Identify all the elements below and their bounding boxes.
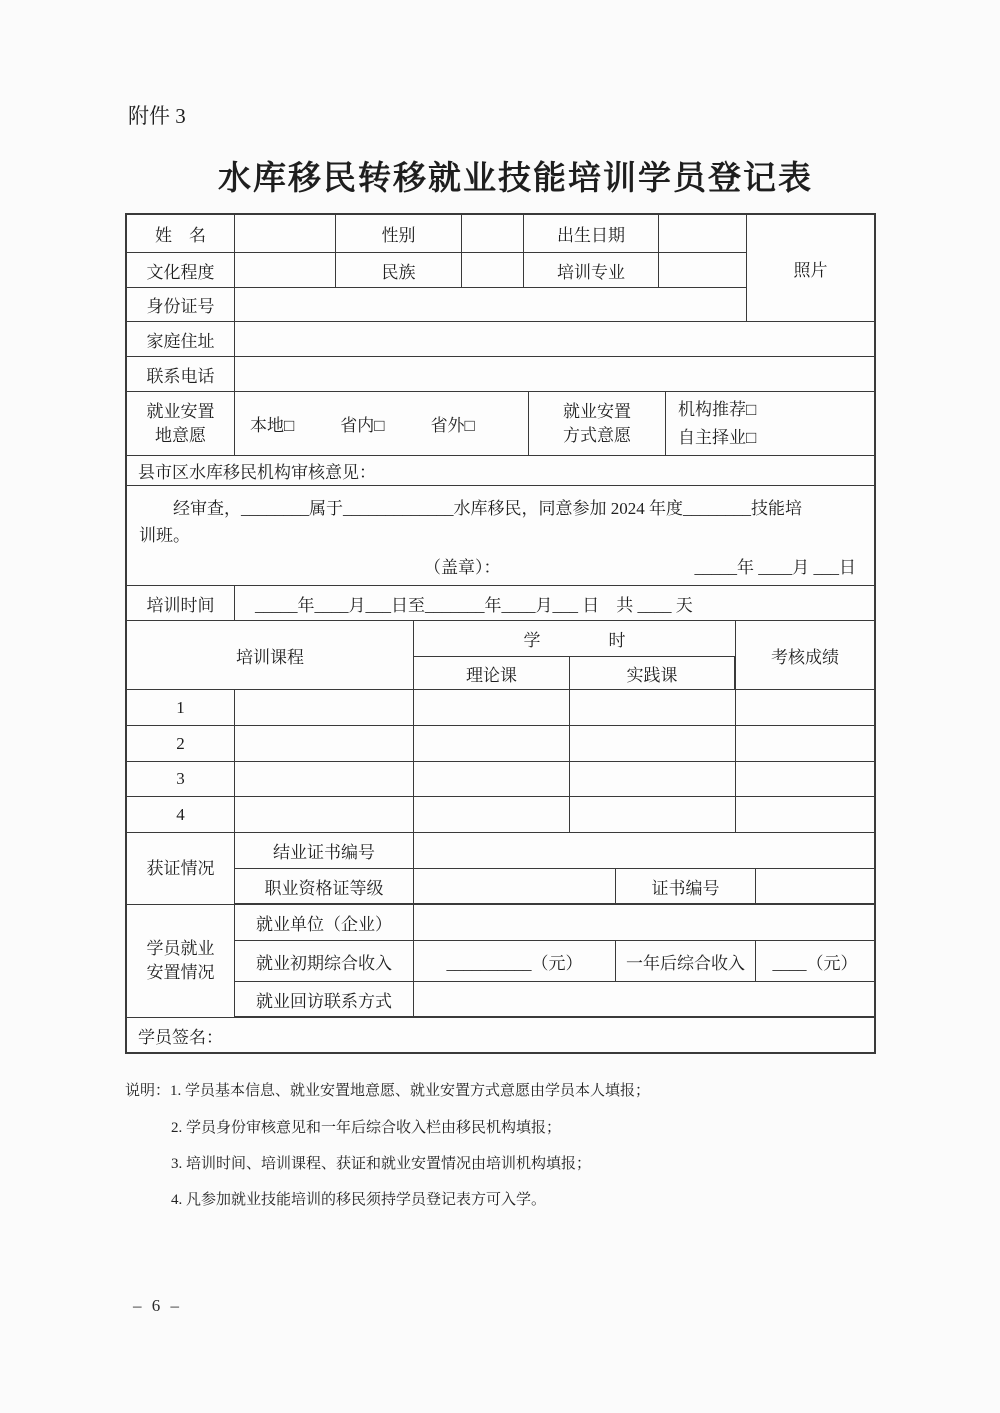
course-row-number: 1 (127, 690, 235, 725)
ethnicity-value-cell (462, 253, 524, 287)
form-notes (125, 1080, 895, 1225)
placement-place-intention-label (127, 392, 235, 455)
note-line-1 (125, 1080, 895, 1102)
followup-contact-value-cell (414, 982, 874, 1016)
note-line-4: 4. 凡参加就业技能培训的移民须持学员登记表方可入学。 (171, 1192, 547, 1208)
home-address-label: 家庭住址 (127, 322, 235, 356)
course-name-cell (235, 797, 414, 832)
theory-hours-cell (414, 797, 570, 832)
placement-section-label-line1: 学员就业 (146, 939, 215, 959)
later-income-value-cell: ____（元） (772, 953, 858, 973)
followup-contact-label: 就业回访联系方式 (235, 982, 414, 1016)
placement-section-label (127, 905, 235, 1017)
birthdate-value-cell (659, 215, 746, 252)
score-cell (736, 762, 874, 796)
training-time-label: 培训时间 (127, 586, 235, 620)
training-time-value: _____年____月___日至_______年____月___ 日 共 ____ 天 (255, 595, 693, 615)
seal-label: （盖章）： (424, 558, 501, 577)
review-text-line1: 经审查，________属于_____________水库移民，同意参加 2024 年度________技能培 (173, 499, 802, 518)
phone-value-cell (235, 357, 874, 391)
class-hours-header: 学 时 (414, 621, 735, 657)
theory-hours-cell (414, 726, 570, 761)
practice-hours-cell (570, 797, 736, 832)
gender-label: 性别 (336, 215, 462, 252)
course-row-3 (127, 762, 874, 797)
certificate-section (127, 833, 874, 905)
later-income-label: 一年后综合收入 (616, 941, 756, 981)
place-options-cell (235, 392, 529, 455)
name-value-cell (235, 215, 336, 252)
placement-method-intention-label (529, 392, 666, 455)
class-hours-header-group (414, 621, 736, 689)
qualification-level-value-cell (414, 869, 616, 903)
option-agency-recommend-checkbox: 机构推荐□ (678, 400, 757, 420)
education-label: 文化程度 (127, 253, 235, 287)
exam-score-header: 考核成绩 (771, 647, 839, 667)
placement-place-intention-label-line2: 地意愿 (155, 425, 206, 445)
ethnicity-label: 民族 (336, 253, 462, 287)
note-item-1: 1. 学员基本信息、就业安置地意愿、就业安置方式意愿由学员本人填报； (170, 1083, 651, 1099)
cert-no-label: 证书编号 (616, 869, 756, 903)
note-line-3: 3. 培训时间、培训课程、获证和就业安置情况由培训机构填报； (171, 1156, 592, 1172)
score-cell (736, 726, 874, 761)
notes-prefix: 说明： (125, 1083, 171, 1099)
basic-info-section (127, 215, 874, 322)
course-row-number: 4 (127, 797, 235, 832)
certificate-section-label-text: 获证情况 (146, 858, 215, 878)
practice-class-header: 实践课 (570, 657, 735, 689)
review-date-blanks: _____年 ____月 ___日 (694, 558, 856, 577)
completion-cert-no-value-cell (414, 833, 874, 868)
completion-cert-no-label: 结业证书编号 (235, 833, 414, 868)
qualification-level-label: 职业资格证等级 (235, 869, 414, 903)
option-in-province-checkbox: 省内□ (340, 416, 385, 435)
review-text-line2: 训班。 (139, 526, 190, 545)
course-row-2 (127, 726, 874, 762)
placement-section-label-line2: 安置情况 (146, 963, 215, 982)
employer-label: 就业单位（企业） (235, 905, 414, 940)
phone-label: 联系电话 (127, 357, 235, 391)
initial-income-label: 就业初期综合收入 (235, 941, 414, 981)
course-row-number: 3 (127, 762, 235, 796)
page-title: 水库移民转移就业技能培训学员登记表 (218, 161, 813, 197)
theory-hours-cell (414, 762, 570, 796)
name-label: 姓 名 (127, 215, 235, 252)
option-local-checkbox: 本地□ (250, 416, 295, 435)
option-out-province-checkbox: 省外□ (430, 416, 475, 435)
score-cell (736, 690, 874, 725)
theory-class-header: 理论课 (414, 657, 570, 689)
course-header: 培训课程 (127, 621, 414, 689)
note-line-2: 2. 学员身份审核意见和一年后综合收入栏由移民机构填报； (171, 1120, 562, 1136)
gender-value-cell (462, 215, 524, 252)
course-name-cell (235, 690, 414, 725)
employer-value-cell (414, 905, 874, 940)
course-name-cell (235, 762, 414, 796)
photo-label: 照片 (793, 260, 828, 280)
method-options-cell (666, 392, 874, 455)
course-row-4 (127, 797, 874, 833)
photo-cell (746, 215, 874, 321)
course-row-1 (127, 690, 874, 726)
major-label: 培训专业 (524, 253, 659, 287)
course-name-cell (235, 726, 414, 761)
initial-income-value-cell: __________（元） (414, 941, 616, 981)
course-row-number: 2 (127, 726, 235, 761)
review-opinion-header: 县市区水库移民机构审核意见： (138, 463, 376, 482)
review-opinion-body (127, 486, 874, 585)
education-value-cell (235, 253, 336, 287)
home-address-value-cell (235, 322, 874, 356)
placement-method-intention-label-line2: 方式意愿 (563, 425, 631, 445)
id-number-label: 身份证号 (127, 288, 235, 321)
placement-method-intention-label-line1: 就业安置 (563, 401, 631, 421)
option-self-employment-checkbox: 自主择业□ (678, 427, 757, 447)
seal-date-line (139, 554, 864, 581)
score-cell (736, 797, 874, 832)
birthdate-label: 出生日期 (524, 215, 659, 252)
theory-hours-cell (414, 690, 570, 725)
page-number: – 6 – (133, 1296, 182, 1315)
student-signature-label: 学员签名： (138, 1027, 223, 1047)
certificate-section-label (127, 833, 235, 904)
attachment-label: 附件 3 (128, 104, 186, 128)
practice-hours-cell (570, 726, 736, 761)
id-number-value-cell (235, 288, 746, 321)
practice-hours-cell (570, 762, 736, 796)
registration-form-table (125, 213, 876, 1054)
practice-hours-cell (570, 690, 736, 725)
placement-section (127, 905, 874, 1018)
cert-no-value-cell (756, 869, 874, 903)
major-value-cell (659, 253, 746, 287)
placement-place-intention-label-line1: 就业安置 (146, 401, 215, 421)
